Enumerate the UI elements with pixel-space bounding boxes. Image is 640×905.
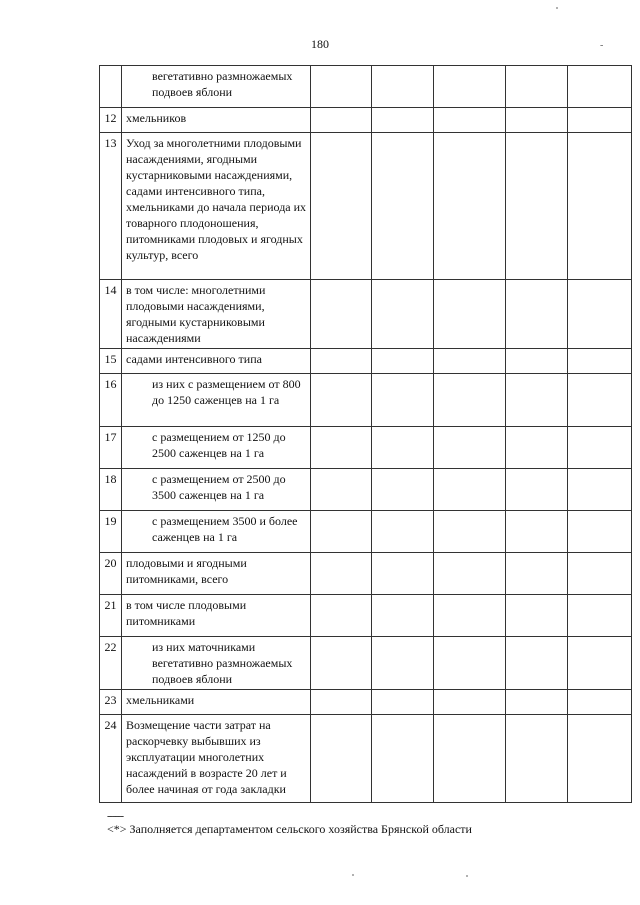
row-number: 17 [100,427,122,469]
empty-cell [506,374,568,427]
empty-cell [434,715,506,803]
empty-cell [568,715,632,803]
empty-cell [372,66,434,108]
empty-cell [311,690,372,715]
empty-cell [372,469,434,511]
empty-cell [434,427,506,469]
empty-cell [311,133,372,280]
footnote-separator: ------ [107,810,123,822]
empty-cell [311,374,372,427]
empty-cell [311,280,372,349]
empty-cell [506,349,568,374]
table-row [100,690,632,715]
empty-cell [434,280,506,349]
empty-cell [372,595,434,637]
row-description: Возмещение части затрат на раскорчевку выбывших из эксплуатации многолетних насаждений в возрасте 20 лет и более начиная от года закладки [122,715,311,803]
row-description: из них с размещением от 800 до 1250 саженцев на 1 га [122,374,311,427]
empty-cell [506,511,568,553]
empty-cell [311,349,372,374]
empty-cell [434,133,506,280]
row-number: 24 [100,715,122,803]
empty-cell [568,469,632,511]
empty-cell [568,66,632,108]
row-number: 15 [100,349,122,374]
empty-cell [372,374,434,427]
empty-cell [311,511,372,553]
empty-cell [506,133,568,280]
empty-cell [372,690,434,715]
empty-cell [506,690,568,715]
empty-cell [434,595,506,637]
table-row [100,511,632,553]
table-row [100,715,632,803]
row-description: с размещением от 2500 до 3500 саженцев на 1 га [122,469,311,511]
empty-cell [568,637,632,690]
empty-cell [506,280,568,349]
empty-cell [434,690,506,715]
empty-cell [568,595,632,637]
table-row [100,280,632,349]
row-description: плодовыми и ягодными питомниками, всего [122,553,311,595]
empty-cell [372,715,434,803]
footnote-text: <*> Заполняется департаментом сельского хозяйства Брянской области [107,822,472,836]
empty-cell [568,553,632,595]
row-description: в том числе плодовыми питомниками [122,595,311,637]
row-description: хмельниками [122,690,311,715]
row-number: 23 [100,690,122,715]
empty-cell [506,637,568,690]
row-number: 20 [100,553,122,595]
empty-cell [311,66,372,108]
empty-cell [506,469,568,511]
empty-cell [434,108,506,133]
table-row [100,595,632,637]
table-row [100,427,632,469]
empty-cell [506,553,568,595]
empty-cell [434,511,506,553]
empty-cell [311,469,372,511]
empty-cell [568,427,632,469]
empty-cell [372,511,434,553]
row-number: 21 [100,595,122,637]
empty-cell [568,133,632,280]
empty-cell [568,374,632,427]
row-description: садами интенсивного типа [122,349,311,374]
empty-cell [311,595,372,637]
empty-cell [568,108,632,133]
row-description: с размещением от 1250 до 2500 саженцев на 1 га [122,427,311,469]
row-number [100,66,122,108]
empty-cell [311,637,372,690]
row-description: в том числе: многолетними плодовыми насаждениями, ягодными кустарниковыми насаждениями [122,280,311,349]
row-number: 13 [100,133,122,280]
empty-cell [434,374,506,427]
table-row [100,349,632,374]
empty-cell [372,553,434,595]
empty-cell [372,427,434,469]
scan-speck [352,874,354,876]
table-row [100,133,632,280]
empty-cell [372,637,434,690]
empty-cell [372,280,434,349]
row-number: 16 [100,374,122,427]
empty-cell [506,66,568,108]
empty-cell [372,349,434,374]
row-number: 19 [100,511,122,553]
empty-cell [434,469,506,511]
row-description: с размещением 3500 и более саженцев на 1 га [122,511,311,553]
row-number: 18 [100,469,122,511]
page-number: 180 [311,37,329,51]
row-description: из них маточниками вегетативно размножаемых подвоев яблони [122,637,311,690]
empty-cell [568,690,632,715]
empty-cell [568,280,632,349]
scan-speck [556,7,558,9]
empty-cell [311,108,372,133]
empty-cell [568,349,632,374]
table-row [100,553,632,595]
scan-speck [466,875,468,877]
empty-cell [506,715,568,803]
empty-cell [506,595,568,637]
empty-cell [434,553,506,595]
empty-cell [506,427,568,469]
table-row [100,108,632,133]
table-row [100,469,632,511]
row-number: 14 [100,280,122,349]
empty-cell [568,511,632,553]
empty-cell [372,108,434,133]
empty-cell [311,553,372,595]
empty-cell [434,66,506,108]
data-table [99,65,632,803]
table-row [100,637,632,690]
row-description: хмельников [122,108,311,133]
empty-cell [506,108,568,133]
empty-cell [311,715,372,803]
table-row [100,374,632,427]
table-row [100,66,632,108]
empty-cell [372,133,434,280]
empty-cell [434,637,506,690]
corner-mark: - [600,40,604,51]
row-number: 22 [100,637,122,690]
row-description: вегетативно размножаемых подвоев яблони [122,66,311,108]
empty-cell [311,427,372,469]
row-number: 12 [100,108,122,133]
empty-cell [434,349,506,374]
row-description: Уход за многолетними плодовыми насаждениями, ягодными кустарниковыми насаждениями, садами интенсивного типа, хмельниками до начала периода их товарного плодоношения, питомниками плодовых и ягодных культур, всего [122,133,311,280]
